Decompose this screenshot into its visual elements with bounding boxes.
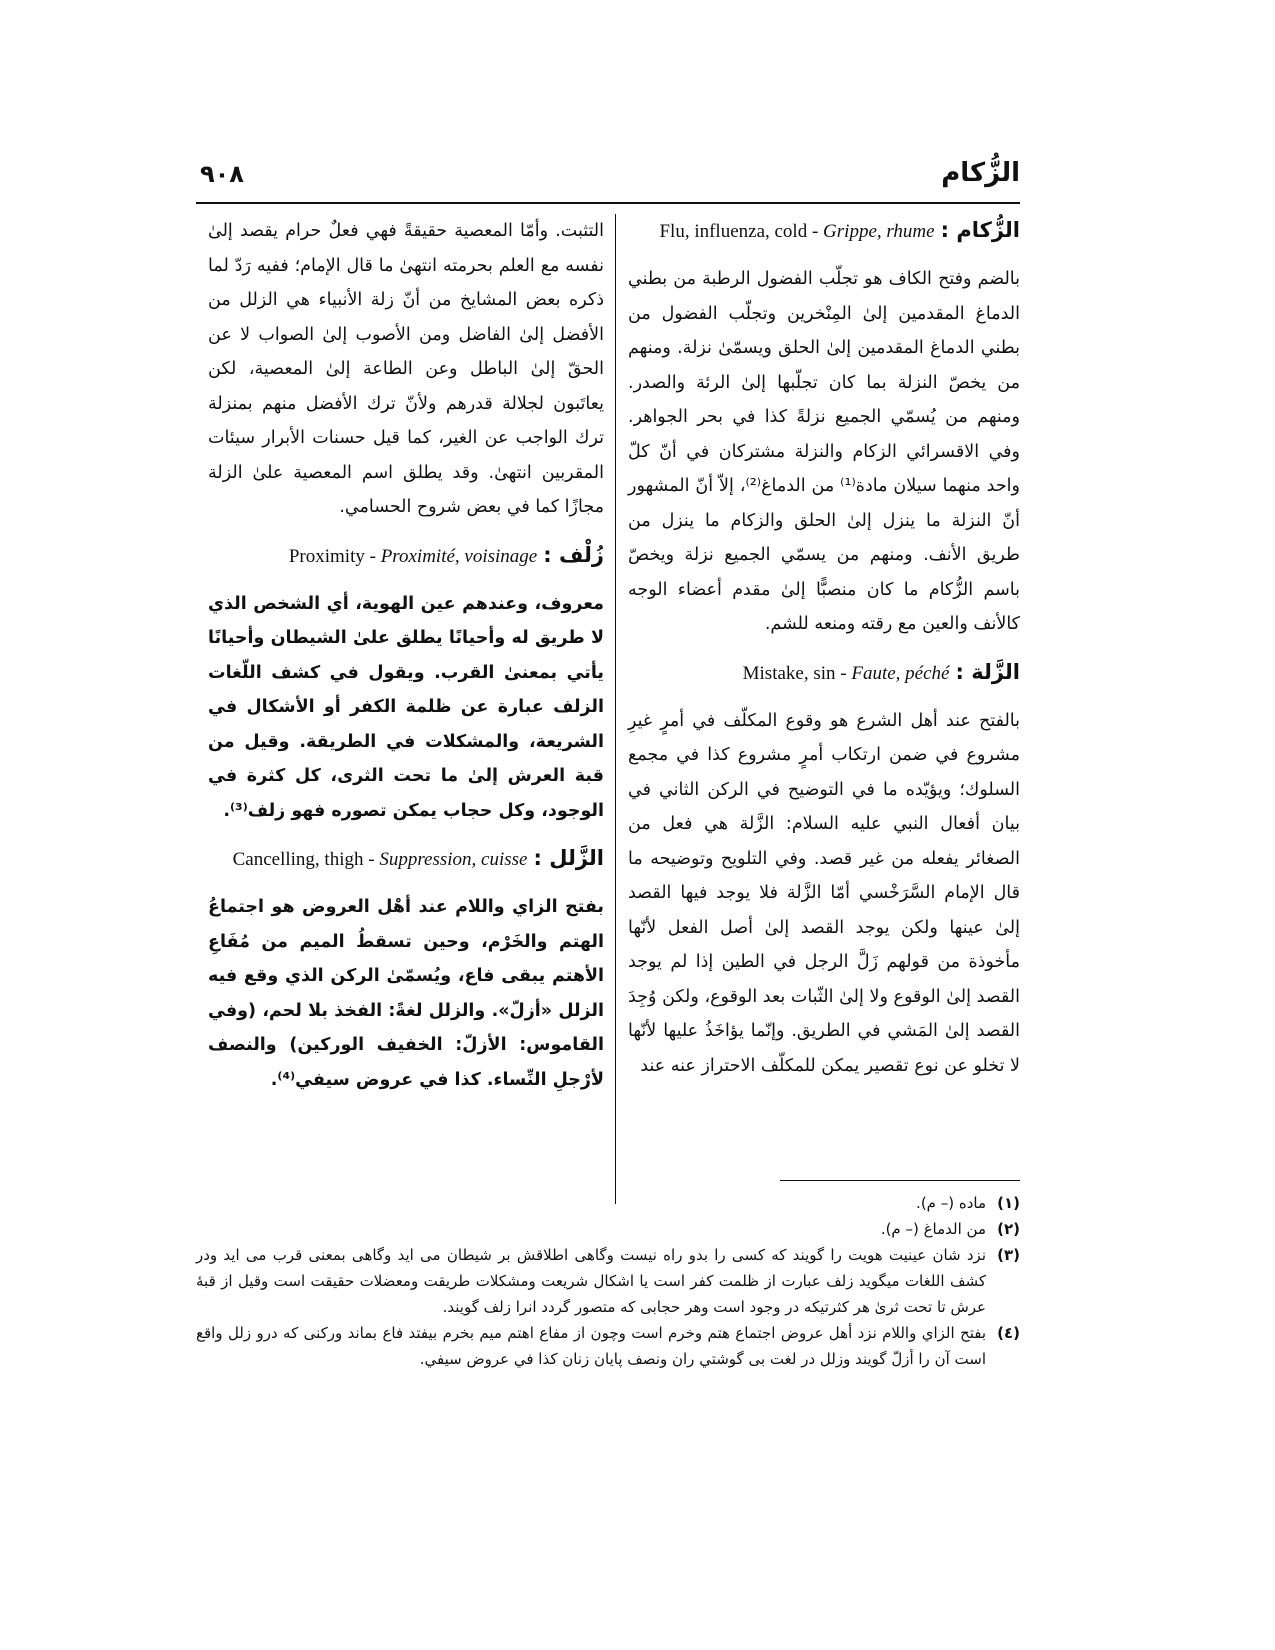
entry-term: الزَّلل : [533, 846, 604, 870]
footnote [196, 1216, 1020, 1242]
page-header [196, 158, 1020, 206]
footnote [196, 1242, 1020, 1320]
entry-heading-zalla [628, 656, 1020, 690]
gloss-english: Cancelling, thigh - [232, 849, 380, 870]
footnote-text: ماده (– م). [916, 1194, 986, 1212]
column-divider [615, 214, 616, 1204]
footnote-text: نزد شان عينيت هويت را گويند كه كسى را بدو راه نيست وگاهى اطلاقش بر شيطان مى ايد وگاهى بمعنى قرب مى ايد ودر كشف اللغات ميگويد زلف عبارت از ظلمت كفر است يا اشكال شريعت ومشكلات طريقت ومعضلات حقيقت است وقيل از قبهٔ عرش تا تحت ثرىٰ هر كثرتيكه در وجود است وهر حجابى كه متصور گردد انرا زلف گويند. [196, 1246, 986, 1316]
entry-body-zalla: بالفتح عند أهل الشرع هو وقوع المكلّف في أمرٍ غيرِ مشروع في ضمن ارتكاب أمرٍ مشروع كذا في مجمع السلوك؛ ويؤيّده ما في التوضيح في الركن الثاني في بيان أفعال النبي عليه السلام: الزَّلة هي فعل من الصغائر يفعله من غير قصد. وفي التلويح وتوضيحه ما قال الإمام السَّرَخْسي أمّا الزَّلة فلا يوجد فيها القصد إلىٰ عينها ولكن يوجد القصد إلىٰ أصل الفعل لأنّها مأخوذة من قولهم زَلَّ الرجل في الطين إذا لم يوجد القصد إلىٰ الوقوع ولا إلىٰ الثّبات بعد الوقوع، ولكن وُجِدَ القصد إلىٰ المَشي في الطريق. وإنّما يؤاخَذُ عليها لأنّها لا تخلو عن نوع تقصير يمكن للمكلّف الاحتراز عنه عند [628, 710, 1020, 1076]
footnote [196, 1190, 1020, 1216]
footnote [196, 1320, 1020, 1372]
footnote-text: بفتح الزاي واللام نزد أهل عروض اجتماع هتم وخرم است وچون از مفاع اهتم ميم بخرم بيفتد فاع بماند وركنى كه درو زلل واقع است آن را أزلّ گويند وزلل در لغت بى گوشتي ران ونصف پايان زنان كذا في عروض سيفي. [196, 1324, 986, 1368]
footnote-text: من الدماغ (– م). [880, 1220, 986, 1238]
gloss-french: Suppression, cuisse [379, 849, 528, 870]
gloss-french: Grippe, rhume [823, 221, 935, 242]
running-head: الزُّكام [941, 158, 1020, 188]
gloss-english: Flu, influenza, cold - [659, 221, 824, 242]
right-column [628, 214, 1020, 1097]
entry-term: زُلْف : [543, 542, 604, 567]
footnotes [196, 1190, 1020, 1372]
gloss-english: Proximity - [288, 545, 381, 567]
entry-body-zulf: معروف، وعندهم عين الهوية، أي الشخص الذي لا طريق له وأحيانًا يطلق علىٰ الشيطان وأحيانًا يأتي بمعنىٰ القرب. ويقول في كشف اللّغات الزلف عبارة عن ظلمة الكفر أو الأشكال في الشريعة، والمشكلات في الطريقة. وقيل من قبة العرش إلىٰ ما تحت الثرى، كل كثرة في الوجود، وكل حجاب يمكن تصوره فهو زلف⁽³⁾. [208, 593, 604, 821]
left-column [208, 214, 604, 1111]
entry-term: الزَّلة : [955, 659, 1020, 684]
gloss-french: Faute, péché [851, 662, 950, 684]
entry-heading-zukam [628, 214, 1020, 248]
entry-body-continuation: التثبت. وأمّا المعصية حقيقةً فهي فعلٌ حرام يقصد إلىٰ نفسه مع العلم بحرمته انتهىٰ ما قال الإمام؛ ففيه رَدّ لما ذكره بعض المشايخ من أنّ زلة الأنبياء هي الزلل من الأفضل إلىٰ الفاضل ومن الأصوب إلىٰ الصواب لا عن الحقّ إلىٰ الباطل وعن الطاعة إلىٰ المعصية، لكن يعاتَبون لجلالة قدرهم ولأنّ ترك الأفضل منهم بمنزلة ترك الواجب عن الغير، كما قيل حسنات الأبرار سيئات المقربين انتهىٰ. وقد يطلق اسم المعصية علىٰ الزلة مجازًا كما في بعض شروح الحسامي. [208, 221, 604, 517]
entry-heading-zulf [208, 539, 604, 573]
header-rule [196, 202, 1020, 204]
gloss-english: Mistake, sin - [742, 662, 852, 684]
footnote-number: (٣) [997, 1246, 1020, 1264]
footnote-rule [780, 1180, 1020, 1181]
entry-body-zalal: بفتح الزاي واللام عند أهْل العروض هو اجتماعُ الهتم والخَرْم، وحين تسقطُ الميم من مُفَاعِ الأهتم يبقى فاع، ويُسمّىٰ الركن الذي وقع فيه الزلل «أزلّ». والزلل لغةً: الفخذ بلا لحم، (وفي القاموس: الأزلّ: الخفيف الوركين) والنصف لأرْجلِ النِّساء. كذا في عروض سيفي⁽⁴⁾. [208, 897, 604, 1090]
entry-term: الزُّكام : [940, 218, 1020, 242]
footnote-number: (١) [997, 1194, 1020, 1212]
footnote-number: (٤) [997, 1324, 1020, 1342]
page-number: ٩٠٨ [200, 160, 244, 188]
footnote-number: (٢) [997, 1220, 1020, 1238]
entry-heading-zalal [208, 842, 604, 876]
gloss-french: Proximité, voisinage [380, 545, 538, 567]
entry-body-zukam: بالضم وفتح الكاف هو تجلّب الفضول الرطبة من بطني الدماغ المقدمين إلىٰ المِنْخرين وتجلّب الفضول من بطني الدماغ المقدمين إلىٰ الحلق ويسمّىٰ نزلة. ومنهم من يخصّ النزلة بما كان تجلّبها إلىٰ الرئة والصدر. ومنهم من يُسمّي الجميع نزلةً كذا في بحر الجواهر. وفي الاقسرائي الزكام والنزلة مشتركان في أنّ كلّ واحد منهما سيلان مادة⁽¹⁾ من الدماغ⁽²⁾، إلاّ أنّ المشهور أنّ النزلة ما ينزل إلىٰ الحلق والزكام ما ينزل من طريق الأنف. ومنهم من يسمّي الجميع نزلة ويخصّ باسم الزُّكام ما كان منصبًّا إلىٰ مقدم أعضاء الوجه كالأنف والعين مع رقته ومنعه للشم. [628, 269, 1020, 634]
